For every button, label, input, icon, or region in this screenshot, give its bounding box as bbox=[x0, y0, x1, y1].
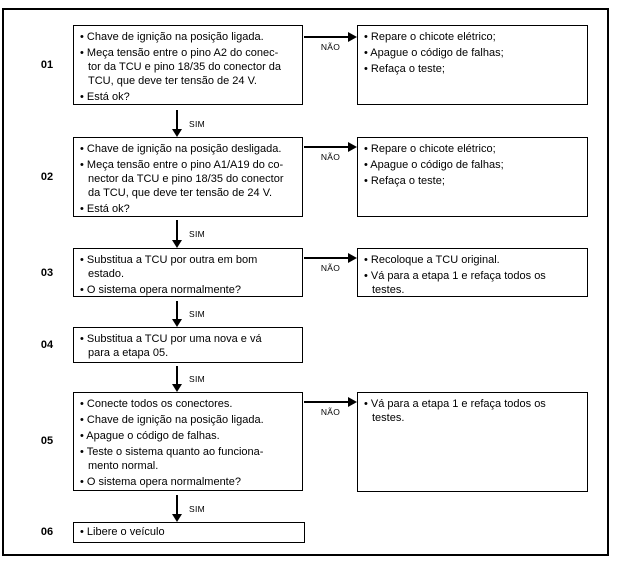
arrow-head-icon bbox=[172, 384, 182, 392]
text-line: • Está ok? bbox=[80, 91, 130, 103]
arrow-head-icon bbox=[172, 319, 182, 327]
no-label: NÃO bbox=[320, 407, 341, 417]
arrow-shaft bbox=[176, 220, 178, 241]
yes-label: SIM bbox=[189, 309, 206, 319]
arrow-head-icon bbox=[348, 142, 357, 152]
step-05-action-box bbox=[73, 392, 303, 491]
arrow-shaft bbox=[176, 301, 178, 320]
step-04-number: 04 bbox=[40, 339, 54, 351]
text-line: • Refaça o teste; bbox=[364, 63, 445, 75]
text-line: • Teste o sistema quanto ao funciona- bbox=[80, 446, 264, 458]
step-04-yes-arrow bbox=[172, 366, 232, 392]
step-05-yes-arrow bbox=[172, 495, 232, 522]
text-line: • Conecte todos os conectores. bbox=[80, 398, 233, 410]
text-line: testes. bbox=[372, 284, 405, 296]
text-line: • Substitua a TCU por outra em bom bbox=[80, 254, 258, 266]
arrow-head-icon bbox=[348, 253, 357, 263]
text-line: nector da TCU e pino 18/35 do conector bbox=[88, 173, 284, 185]
arrow-head-icon bbox=[348, 32, 357, 42]
text-line: • Apague o código de falhas. bbox=[80, 430, 220, 442]
text-line: mento normal. bbox=[88, 460, 159, 472]
no-label: NÃO bbox=[320, 42, 341, 52]
text-line: • Meça tensão entre o pino A2 do conec- bbox=[80, 47, 279, 59]
text-line: TCU, que deve ter tensão de 24 V. bbox=[88, 75, 257, 87]
step-03-no-arrow bbox=[304, 257, 357, 275]
text-line: • Apague o código de falhas; bbox=[364, 159, 504, 171]
text-line: • Meça tensão entre o pino A1/A19 do co- bbox=[80, 159, 284, 171]
step-03-action-box bbox=[73, 248, 303, 297]
no-label: NÃO bbox=[320, 263, 341, 273]
text-line: • O sistema opera normalmente? bbox=[80, 284, 241, 296]
no-label: NÃO bbox=[320, 152, 341, 162]
step-02-yes-arrow bbox=[172, 220, 232, 248]
step-04-action-box bbox=[73, 327, 303, 363]
text-line: • Chave de ignição na posição ligada. bbox=[80, 414, 264, 426]
arrow-shaft bbox=[176, 495, 178, 515]
text-line: • Chave de ignição na posição ligada. bbox=[80, 31, 264, 43]
text-line: • Está ok? bbox=[80, 203, 130, 215]
arrow-head-icon bbox=[348, 397, 357, 407]
step-05-no-arrow bbox=[304, 401, 357, 419]
text-line: • Apague o código de falhas; bbox=[364, 47, 504, 59]
step-02-no-arrow bbox=[304, 146, 357, 164]
step-05-number: 05 bbox=[40, 435, 54, 447]
step-06-number: 06 bbox=[40, 526, 54, 538]
text-line: • Libere o veículo bbox=[80, 526, 165, 538]
text-line: • Chave de ignição na posição desligada. bbox=[80, 143, 282, 155]
arrow-shaft bbox=[304, 257, 350, 259]
yes-label: SIM bbox=[189, 118, 206, 129]
text-line: • Repare o chicote elétrico; bbox=[364, 31, 496, 43]
arrow-shaft bbox=[176, 366, 178, 385]
text-line: • Vá para a etapa 1 e refaça todos os bbox=[364, 398, 546, 410]
step-01-action-box bbox=[73, 25, 303, 105]
step-02-no-result-box bbox=[357, 137, 588, 217]
arrow-shaft bbox=[304, 36, 350, 38]
text-line: • Repare o chicote elétrico; bbox=[364, 143, 496, 155]
step-01-no-result-box bbox=[357, 25, 588, 105]
arrow-shaft bbox=[304, 146, 350, 148]
arrow-head-icon bbox=[172, 240, 182, 248]
text-line: • Substitua a TCU por uma nova e vá bbox=[80, 333, 262, 345]
step-03-no-result-box bbox=[357, 248, 588, 297]
yes-label: SIM bbox=[189, 374, 206, 384]
text-line: estado. bbox=[88, 268, 125, 280]
step-01-no-arrow bbox=[304, 36, 357, 54]
step-06-action-box bbox=[73, 522, 305, 543]
text-line: tor da TCU e pino 18/35 do conector da bbox=[88, 61, 282, 73]
text-line: da TCU, que deve ter tensão de 24 V. bbox=[88, 187, 273, 199]
yes-label: SIM bbox=[189, 503, 206, 514]
text-line: • Recoloque a TCU original. bbox=[364, 254, 500, 266]
step-02-action-box bbox=[73, 137, 303, 217]
text-line: para a etapa 05. bbox=[88, 347, 169, 359]
text-line: testes. bbox=[372, 412, 405, 424]
step-05-no-result-box bbox=[357, 392, 588, 492]
step-02-number: 02 bbox=[40, 171, 54, 183]
arrow-head-icon bbox=[172, 514, 182, 522]
arrow-shaft bbox=[176, 110, 178, 130]
step-03-yes-arrow bbox=[172, 301, 232, 327]
text-line: • Refaça o teste; bbox=[364, 175, 445, 187]
step-01-yes-arrow bbox=[172, 110, 232, 137]
step-01-number: 01 bbox=[40, 59, 54, 71]
text-line: • O sistema opera normalmente? bbox=[80, 476, 241, 488]
arrow-shaft bbox=[304, 401, 350, 403]
yes-label: SIM bbox=[189, 229, 206, 239]
arrow-head-icon bbox=[172, 129, 182, 137]
text-line: • Vá para a etapa 1 e refaça todos os bbox=[364, 270, 546, 282]
step-03-number: 03 bbox=[40, 267, 54, 279]
